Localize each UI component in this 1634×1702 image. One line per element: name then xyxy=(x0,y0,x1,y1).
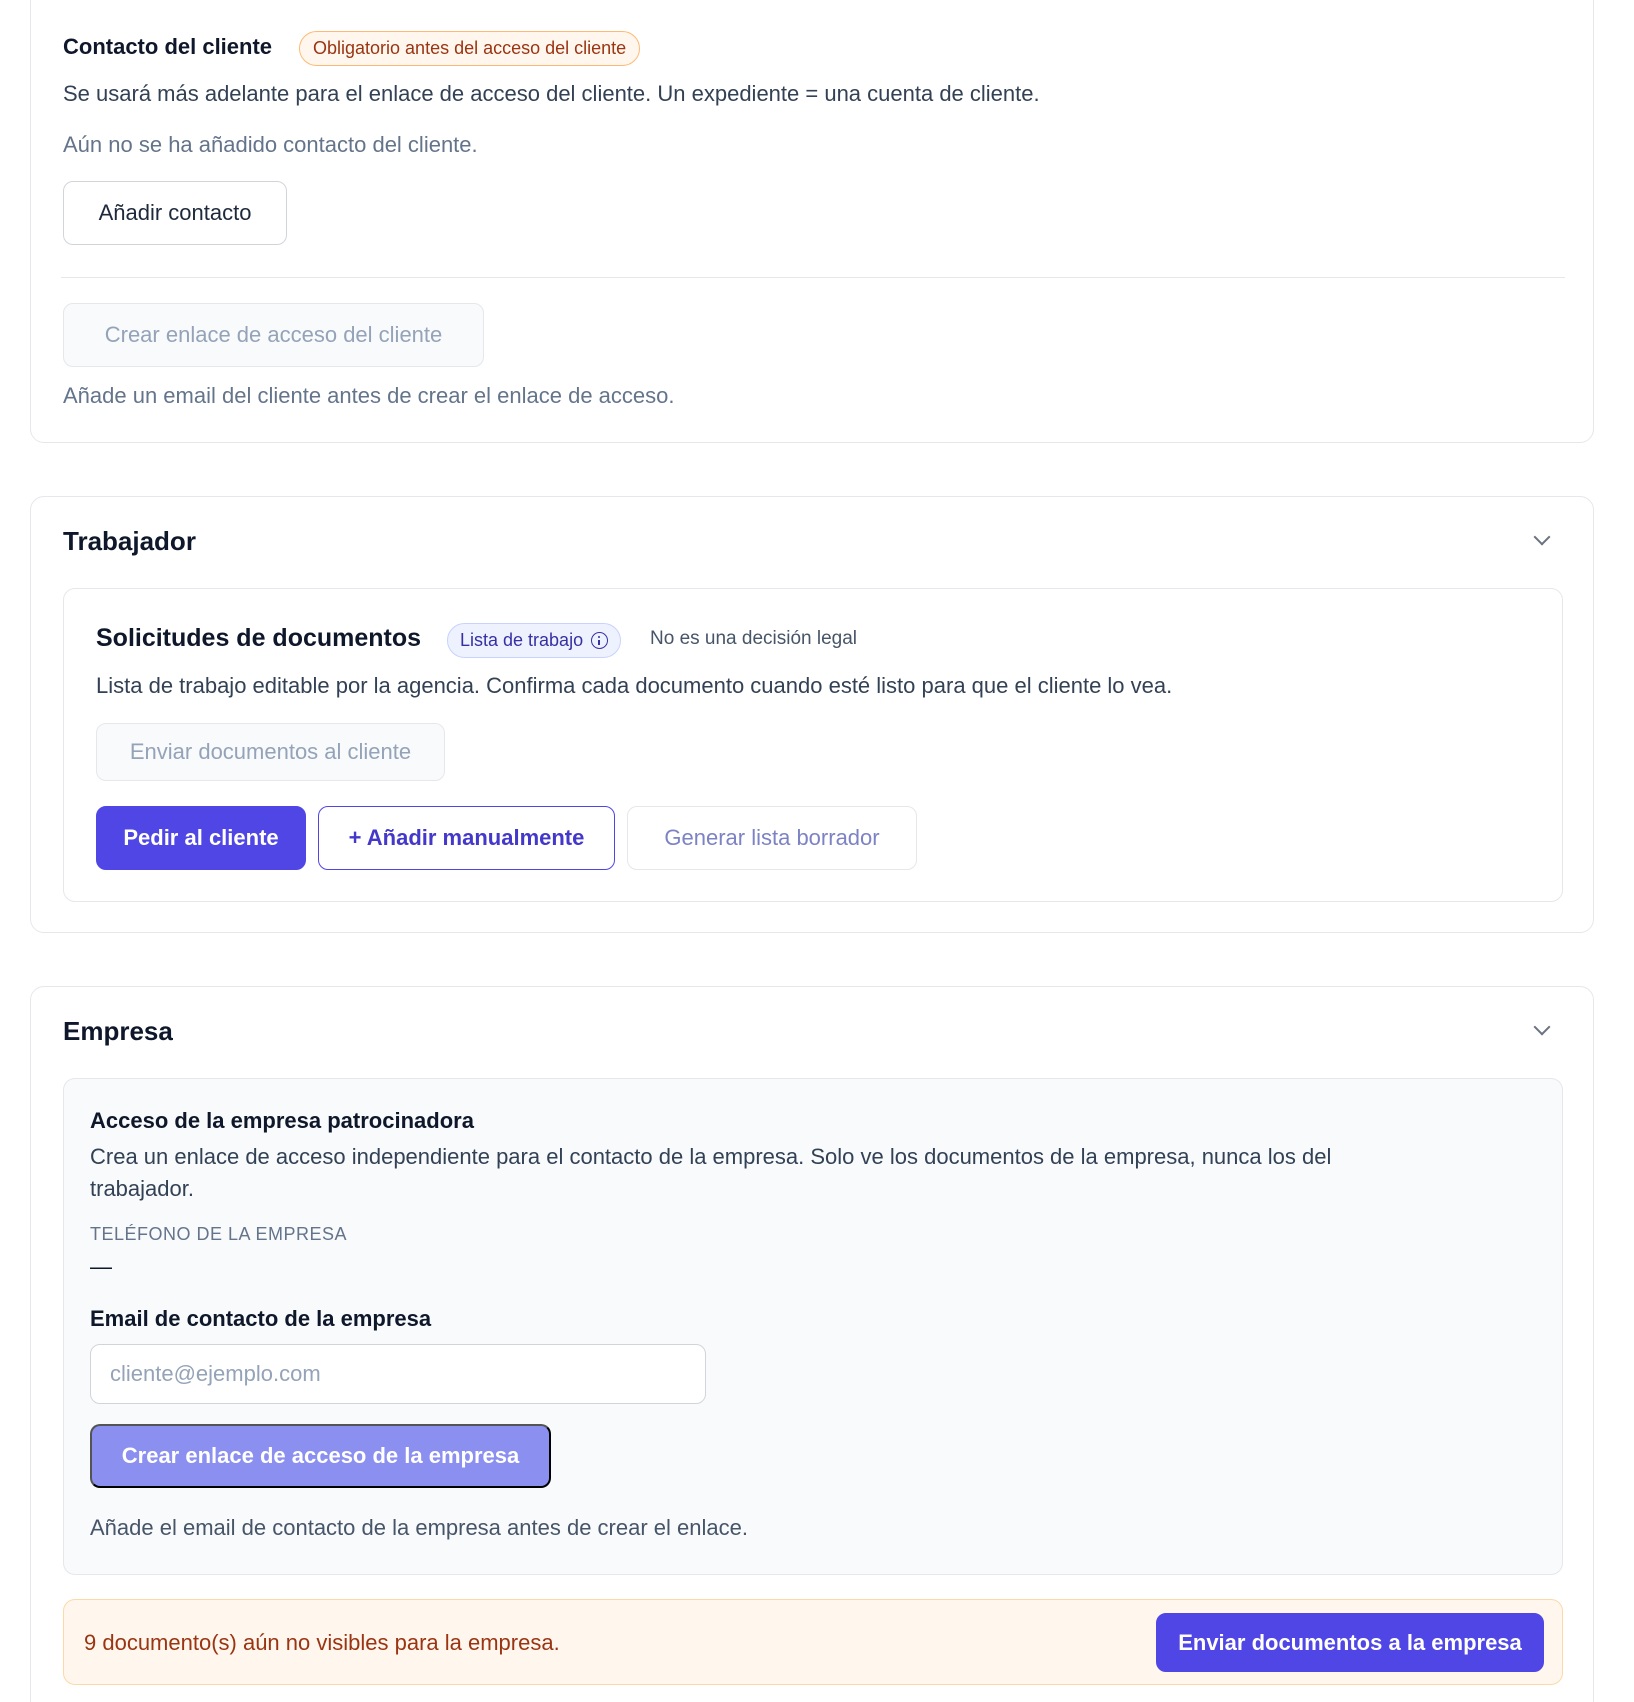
warning-text: 9 documento(s) aún no visibles para la empresa. xyxy=(84,1630,560,1655)
company-email-label: Email de contacto de la empresa xyxy=(90,1306,432,1331)
sponsor-access-description-line2: trabajador. xyxy=(90,1176,194,1201)
company-email-input[interactable] xyxy=(90,1344,706,1404)
worker-card xyxy=(30,496,1594,933)
worker-section-title: Trabajador xyxy=(63,526,196,556)
create-company-link-button[interactable]: Crear enlace de acceso de la empresa xyxy=(90,1424,551,1488)
sponsor-access-description-line1: Crea un enlace de acceso independiente para el contacto de la empresa. Solo ve los documentos de la empresa, nunca los del xyxy=(90,1144,1332,1169)
ask-client-button[interactable]: Pedir al cliente xyxy=(96,806,306,870)
company-phone-label: TELÉFONO DE LA EMPRESA xyxy=(90,1224,348,1244)
company-card xyxy=(30,986,1594,1702)
add-contact-button[interactable]: Añadir contacto xyxy=(63,181,287,245)
company-link-hint: Añade el email de contacto de la empresa antes de crear el enlace. xyxy=(90,1515,748,1540)
add-manually-button[interactable]: + Añadir manualmente xyxy=(318,806,615,870)
client-contact-description: Se usará más adelante para el enlace de acceso del cliente. Un expediente = una cuenta de cliente. xyxy=(63,81,1040,106)
info-icon[interactable] xyxy=(591,632,608,649)
sponsor-access-title: Acceso de la empresa patrocinadora xyxy=(90,1108,474,1133)
chevron-down-icon[interactable] xyxy=(1534,529,1551,546)
legal-note: No es una decisión legal xyxy=(650,628,858,649)
company-phone-value: — xyxy=(90,1254,112,1279)
sponsor-company-access-panel xyxy=(63,1078,1563,1575)
document-requests-title: Solicitudes de documentos xyxy=(96,624,422,652)
worklist-badge-label: Lista de trabajo xyxy=(460,630,584,650)
no-contact-note: Aún no se ha añadido contacto del cliente. xyxy=(63,132,478,157)
create-client-link-button[interactable]: Crear enlace de acceso del cliente xyxy=(63,303,484,367)
company-section-title: Empresa xyxy=(63,1016,173,1046)
documents-not-visible-warning xyxy=(63,1599,1563,1685)
worklist-badge xyxy=(447,623,621,658)
client-contact-title: Contacto del cliente xyxy=(63,34,273,59)
generate-draft-list-button[interactable]: Generar lista borrador xyxy=(627,806,917,870)
chevron-down-icon[interactable] xyxy=(1534,1019,1551,1036)
required-badge: Obligatorio antes del acceso del cliente xyxy=(299,31,640,66)
create-link-hint: Añade un email del cliente antes de crear el enlace de acceso. xyxy=(63,383,675,408)
document-requests-panel xyxy=(63,588,1563,902)
divider xyxy=(61,277,1565,278)
send-documents-company-button[interactable]: Enviar documentos a la empresa xyxy=(1156,1613,1544,1672)
document-requests-description: Lista de trabajo editable por la agencia. Confirma cada documento cuando esté listo para que el cliente lo vea. xyxy=(96,673,1173,698)
client-contact-card xyxy=(30,0,1594,443)
send-documents-client-button[interactable]: Enviar documentos al cliente xyxy=(96,723,445,781)
